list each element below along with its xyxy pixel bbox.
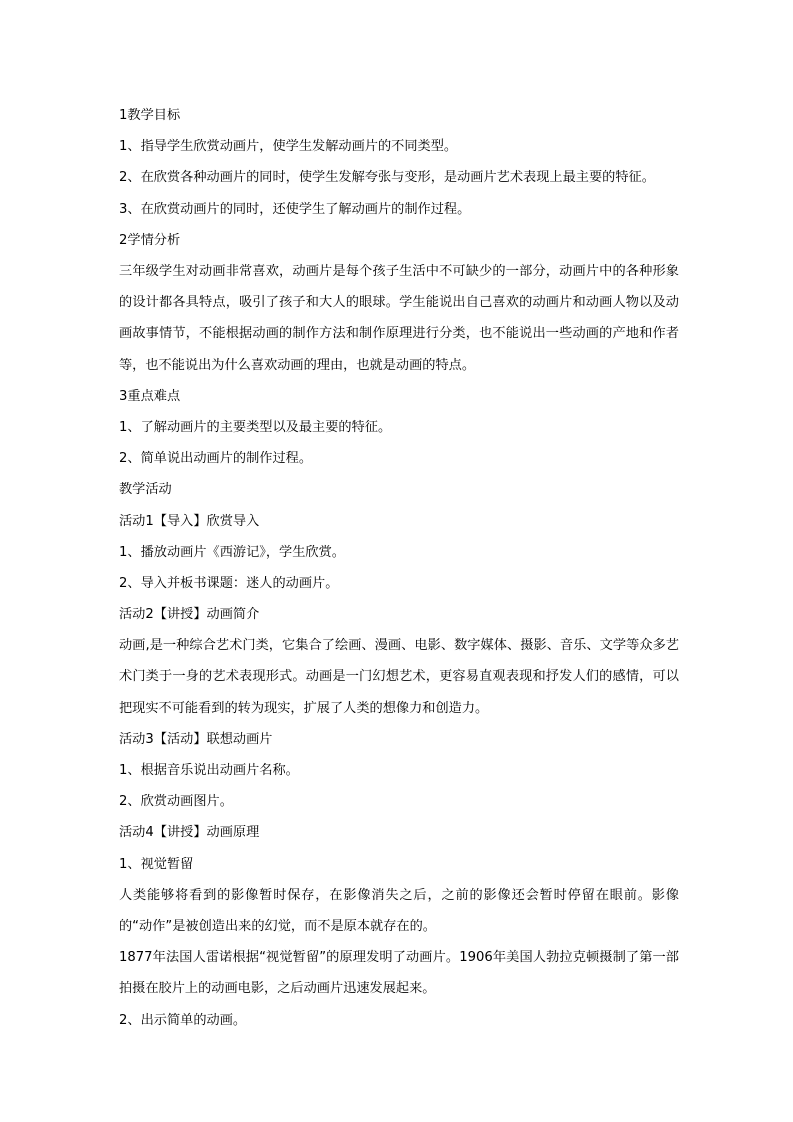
activity-1-item-1: 1、播放动画片《西游记》，学生欣赏。 [119,544,345,560]
goal-item-1: 1、指导学生欣赏动画片，使学生发解动画片的不同类型。 [119,139,458,155]
learner-analysis-paragraph: 三年级学生对动画非常喜欢，动画片是每个孩子生活中不可缺少的一部分，动画片中的各种形象的设计都各具特点，吸引了孩子和大人的眼球。学生能说出自己喜欢的动画片和动画人物以及动画故事情节，不能根据动画的制作方法和制作原理进行分类，也不能说出一些动画的产地和作者等，也不能说出为什么喜欢动画的理由，也就是动画的特点。 [119,263,679,373]
key-point-item-1: 1、了解动画片的主要类型以及最主要的特征。 [119,419,392,435]
document-page [119,100,679,1036]
section-heading-learner-analysis: 2学情分析 [119,232,181,248]
activity-2-paragraph: 动画,是一种综合艺术门类，它集合了绘画、漫画、电影、数字媒体、摄影、音乐、文学等众多艺术门类于一身的艺术表现形式。动画是一门幻想艺术，更容易直观表现和抒发人们的感情，可以把现实不可能看到的转为现实，扩展了人类的想像力和创造力。 [119,638,679,716]
activity-3-item-2: 2、欣赏动画图片。 [119,794,233,810]
activity-4-subheading-persistence: 1、视觉暂留 [119,856,194,872]
section-heading-teaching-goals: 1教学目标 [119,108,181,123]
activity-2-heading: 活动2【讲授】动画简介 [119,607,260,623]
activity-1-item-2: 2、导入并板书课题：迷人的动画片。 [119,575,339,591]
activity-4-item-2: 2、出示简单的动画。 [119,1012,247,1028]
activity-4-heading: 活动4【讲授】动画原理 [119,825,260,841]
goal-item-3: 3、在欣赏动画片的同时，还使学生了解动画片的制作过程。 [119,201,471,217]
section-heading-activities: 教学活动 [119,482,172,498]
section-heading-key-points: 3重点难点 [119,388,181,404]
key-point-item-2: 2、简单说出动画片的制作过程。 [119,451,313,467]
persistence-paragraph: 人类能够将看到的影像暂时保存，在影像消失之后，之前的影像还会暂时停留在眼前。影像的“动作”是被创造出来的幻觉，而不是原本就存在的。 [119,887,679,934]
activity-3-heading: 活动3【活动】联想动画片 [119,731,273,747]
history-paragraph: 1877年法国人雷诺根据“视觉暂留”的原理发明了动画片。1906年美国人勃拉克顿摄制了第一部拍摄在胶片上的动画电影，之后动画片迅速发展起来。 [119,950,679,997]
activity-1-heading: 活动1【导入】欣赏导入 [119,513,260,529]
activity-3-item-1: 1、根据音乐说出动画片名称。 [119,763,299,779]
goal-item-2: 2、在欣赏各种动画片的同时，使学生发解夸张与变形，是动画片艺术表现上最主要的特征。 [119,170,655,186]
